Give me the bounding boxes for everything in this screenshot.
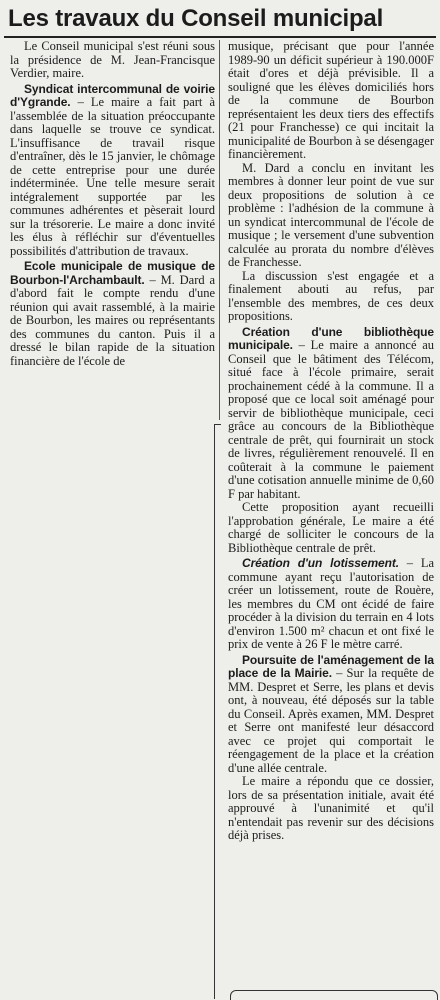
paragraph-text: Cette proposition ayant recueilli l'approbation générale, Le maire a été chargé de solliciter le concours de la Bibliothèque centrale de prêt. <box>228 500 434 555</box>
section-paragraph <box>228 654 434 776</box>
section-paragraph <box>228 557 434 652</box>
section-paragraph <box>10 260 215 368</box>
paragraph <box>228 270 434 324</box>
left-column <box>10 40 215 368</box>
section-heading: Poursuite de l'aménagement de la place de la Mairie. <box>228 652 434 680</box>
section-heading: Syndicat intercommunal de voirie d'Ygrande. <box>10 81 215 109</box>
headline-rule <box>4 36 436 38</box>
paragraph <box>10 40 215 81</box>
column-bracket <box>214 424 221 999</box>
paragraph <box>228 162 434 270</box>
paragraph <box>228 775 434 843</box>
paragraph-text: – Le maire a fait part à l'assemblée de la situation préoccupante dans laquelle se trouve ce syndicat. L'insuffisance de travail risque d'entraîner, dès le 15 janvier, le chômage de cette entreprise pour une durée indéterminée. Une telle mesure serait intégralement supportée par les communes adhérentes et pèserait lourd sur la trésorerie. Le maire a donc invité les élus à réfléchir sur d'éventuelles possibilités d'attribution de travaux. <box>10 95 215 258</box>
paragraph-text: Le Conseil municipal s'est réuni sous la présidence de M. Jean-Francisque Verdier, maire. <box>10 39 215 80</box>
paragraph-text: Le maire a répondu que ce dossier, lors de sa présentation initiale, avait été approuvé à l'unanimité et qu'il n'entendait pas revenir sur des décisions déjà prises. <box>228 774 434 842</box>
section-heading: Création d'un lotissement. <box>242 556 399 570</box>
paragraph-text: La discussion s'est engagée et a finalement abouti au refus, par l'ensemble des membres, de ces deux propositions. <box>228 268 434 323</box>
paragraph <box>228 40 434 162</box>
article-headline: Les travaux du Conseil municipal <box>8 5 384 32</box>
paragraph-text: – M. Dard a d'abord fait le compte rendu d'une réunion qui avait rassemblé, à la mairie de Bourbon, les maires ou représentants des communes du canton. Puis il a dressé le bilan rapide de la situation financière de l'école de <box>10 272 215 368</box>
paragraph-text: M. Dard a conclu en invitant les membres à donner leur point de vue sur deux propositions de solution à ce problème : l'adhésion de la commune à un syndicat intercommunal de l'école de musique ; le versement d'une subvention calculée au prorata du nombre d'élèves de Franchesse. <box>228 160 434 269</box>
paragraph-text: musique, précisant que pour l'année 1989-90 un déficit supérieur à 190.000F était d'ores et déjà prévisible. Il a souligné que les élèves domiciliés hors de la commune de Bourbon représentaient les deux tiers des effectifs (21 pour Franchesse) ce qui incitait la municipalité de Bourbon à se désengager financièrement. <box>228 39 434 161</box>
next-article-box <box>230 990 438 1000</box>
column-divider <box>219 40 220 420</box>
paragraph <box>228 501 434 555</box>
paragraph-text: – La commune ayant reçu l'autorisation de créer un lotissement, route de Rouère, les membres du CM ont écidé de faire procéder à la division du terrain en 4 lots d'environ 1.500 m² chacun et ont fixé le prix de vente à 26 F le mètre carré. <box>228 556 435 651</box>
section-heading: Ecole municipale de musique de Bourbon-l'Archambault. <box>10 259 215 287</box>
paragraph-text: – Sur la requête de MM. Despret et Serre, les plans et devis ont, à nouveau, été déposés sur la table du Conseil. Après examen, MM. Despret et Serre ont manifesté leur désaccord avec ce projet qui comportait le réengagement de la place et la création d'une allée centrale. <box>228 666 434 775</box>
paragraph-text: – Le maire a annoncé au Conseil que le bâtiment des Télécom, situé face à l'école primaire, serait prochainement cédé à la commune. Il a proposé que ce local soit aménagé pour servir de bibliothèque municipale, ceci grâce au concours de la Bibliothèque centrale de prêt, qui fournirait un stock de livres, régulièrement renouvelé. Il en coûterait à la commune le paiement d'une cotisation annuelle minime de 0,60 F par habitant. <box>228 338 434 501</box>
right-column <box>228 40 434 843</box>
section-paragraph <box>10 83 215 259</box>
section-heading: Création d'une bibliothèque municipale. <box>228 324 434 352</box>
section-paragraph <box>228 326 434 502</box>
